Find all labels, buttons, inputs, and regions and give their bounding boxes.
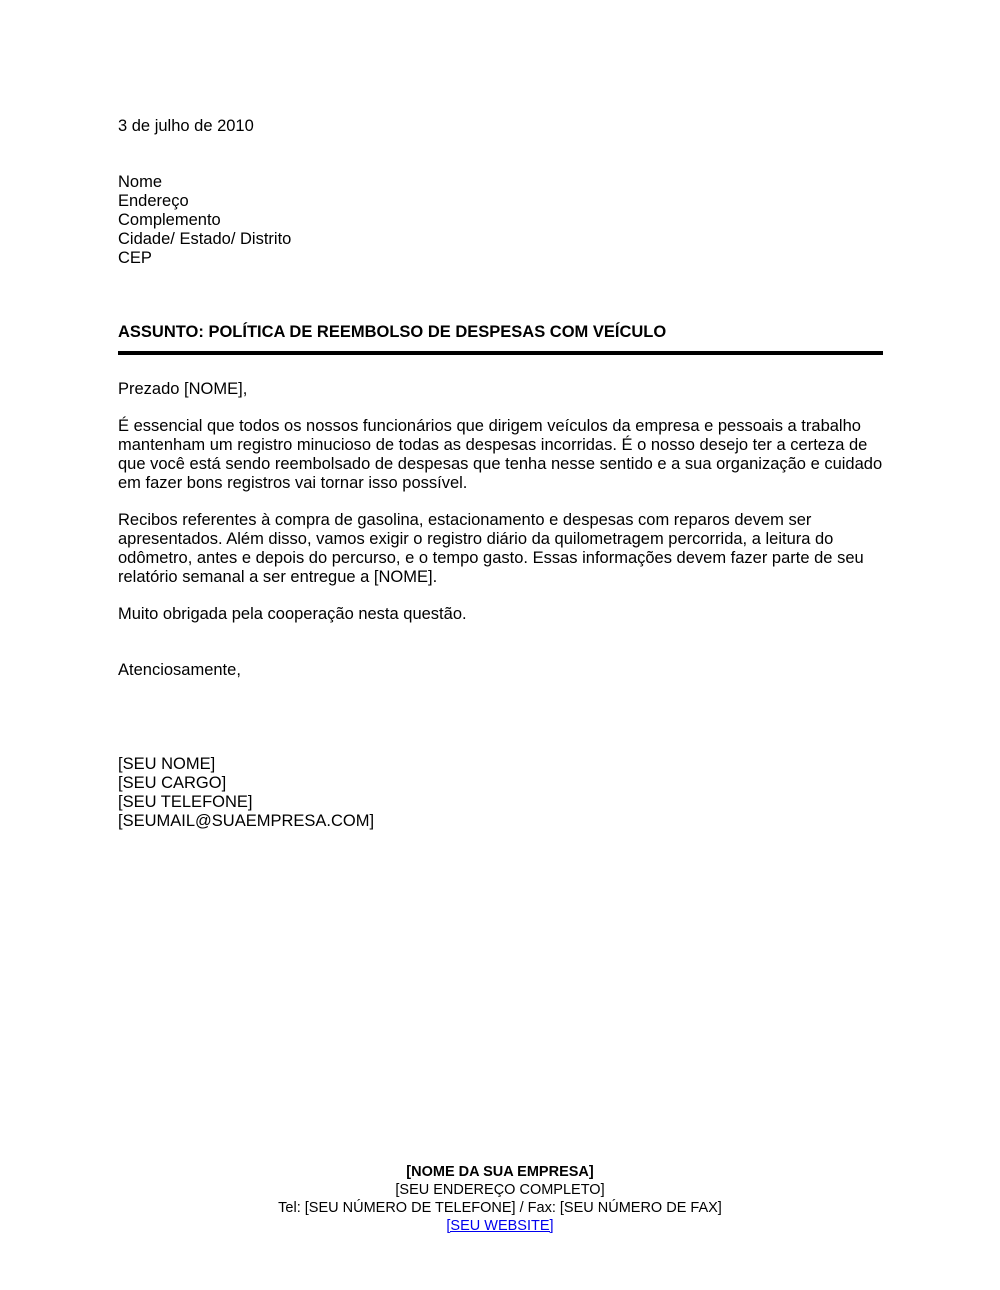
closing-text: Atenciosamente, <box>118 661 241 679</box>
recipient-city: Cidade/ Estado/ Distrito <box>118 230 292 248</box>
subject-heading <box>118 323 883 355</box>
recipient-zip: CEP <box>118 249 152 267</box>
footer-address: [SEU ENDEREÇO COMPLETO] <box>395 1182 605 1198</box>
subject-text: ASSUNTO: POLÍTICA DE REEMBOLSO DE DESPESAS COM VEÍCULO <box>118 323 667 341</box>
footer-website-link[interactable]: [SEU WEBSITE] <box>446 1218 554 1234</box>
sender-email: [SEUMAIL@SUAEMPRESA.COM] <box>118 812 375 830</box>
closing <box>118 661 883 680</box>
paragraph-line: relatório semanal a ser entregue a [NOME]. <box>118 568 438 586</box>
salutation <box>118 380 883 399</box>
body-paragraph-3 <box>118 605 883 624</box>
company-footer <box>0 1163 1000 1235</box>
paragraph-line: É essencial que todos os nossos funcionários que dirigem veículos da empresa e pessoais a trabalho <box>118 417 861 435</box>
recipient-name: Nome <box>118 173 163 191</box>
date-text: 3 de julho de 2010 <box>118 117 254 135</box>
sender-name: [SEU NOME] <box>118 755 216 773</box>
paragraph-line: em fazer bons registros vai tornar isso possível. <box>118 474 468 492</box>
recipient-address <box>118 173 883 268</box>
footer-contact: Tel: [SEU NÚMERO DE TELEFONE] / Fax: [SEU NÚMERO DE FAX] <box>278 1200 722 1216</box>
paragraph-line: Muito obrigada pela cooperação nesta questão. <box>118 605 467 623</box>
body-paragraph-2 <box>118 511 883 587</box>
signature-block <box>118 755 883 831</box>
letter-date <box>118 117 883 136</box>
sender-title: [SEU CARGO] <box>118 774 227 792</box>
recipient-complement: Complemento <box>118 211 221 229</box>
paragraph-line: Recibos referentes à compra de gasolina, estacionamento e despesas com reparos devem ser <box>118 511 812 529</box>
sender-phone: [SEU TELEFONE] <box>118 793 253 811</box>
paragraph-line: mantenham um registro minucioso de todas as despesas incorridas. É o nosso desejo ter a certeza de <box>118 436 868 454</box>
paragraph-line: apresentados. Além disso, vamos exigir o registro diário da quilometragem percorrida, a leitura do <box>118 530 834 548</box>
paragraph-line: odômetro, antes e depois do percurso, e o tempo gasto. Essas informações devem fazer parte de seu <box>118 549 864 567</box>
paragraph-line: que você está sendo reembolsado de despesas que tenha nesse sentido e a sua organização e cuidado <box>118 455 883 473</box>
footer-company-name: [NOME DA SUA EMPRESA] <box>406 1164 594 1180</box>
salutation-text: Prezado [NOME], <box>118 380 248 398</box>
recipient-street: Endereço <box>118 192 189 210</box>
body-paragraph-1 <box>118 417 883 493</box>
